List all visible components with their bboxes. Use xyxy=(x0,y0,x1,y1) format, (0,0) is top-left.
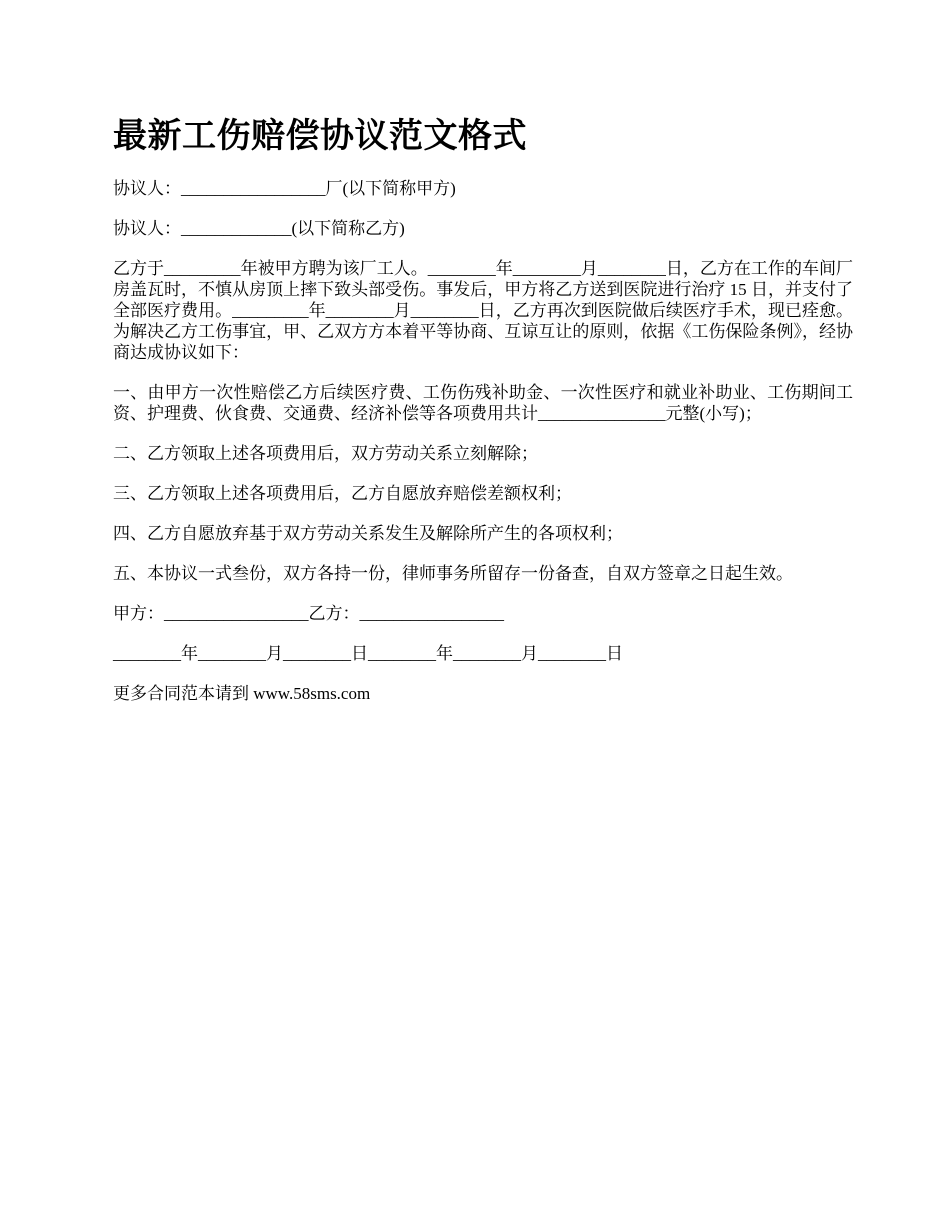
clause-2: 二、乙方领取上述各项费用后，双方劳动关系立刻解除； xyxy=(113,444,538,463)
clause-3: 三、乙方领取上述各项费用后，乙方自愿放弃赔偿差额权利； xyxy=(113,484,572,503)
party-a-line: 协议人：_________________厂(以下简称甲方) xyxy=(113,179,456,198)
clause-1: 一、由甲方一次性赔偿乙方后续医疗费、工伤伤残补助金、一次性医疗和就业补助业、工伤期间工资、护理费、伙食费、交通费、经济补偿等各项费用共计_______________元整(小写)； xyxy=(113,383,853,423)
signature-line: 甲方：_________________乙方：_________________ xyxy=(113,604,504,623)
footer-note: 更多合同范本请到 www.58sms.com xyxy=(113,684,371,703)
date-line: ________年________月________日________年________月________日 xyxy=(113,644,623,663)
document-title: 最新工伤赔偿协议范文格式 xyxy=(113,116,527,156)
clause-5: 五、本协议一式叁份，双方各持一份，律师事务所留存一份备查，自双方签章之日起生效。 xyxy=(113,564,793,583)
clause-4: 四、乙方自愿放弃基于双方劳动关系发生及解除所产生的各项权利； xyxy=(113,524,623,543)
document-page xyxy=(113,112,853,723)
party-b-line: 协议人：_____________(以下简称乙方) xyxy=(113,219,405,238)
background-paragraph: 乙方于_________年被甲方聘为该厂工人。________年________月________日，乙方在工作的车间厂房盖瓦时，不慎从房顶上摔下致头部受伤。事发后，甲方将乙方送到医院进行治疗 15 日，并支付了全部医疗费用。_________年________月________日，乙方再次到医院做后续医疗手术，现已痊愈。为解决乙方工伤事宜，甲、乙双方方本着平等协商、互谅互让的原则，依据《工伤保险条例》，经协商达成协议如下： xyxy=(113,259,853,362)
